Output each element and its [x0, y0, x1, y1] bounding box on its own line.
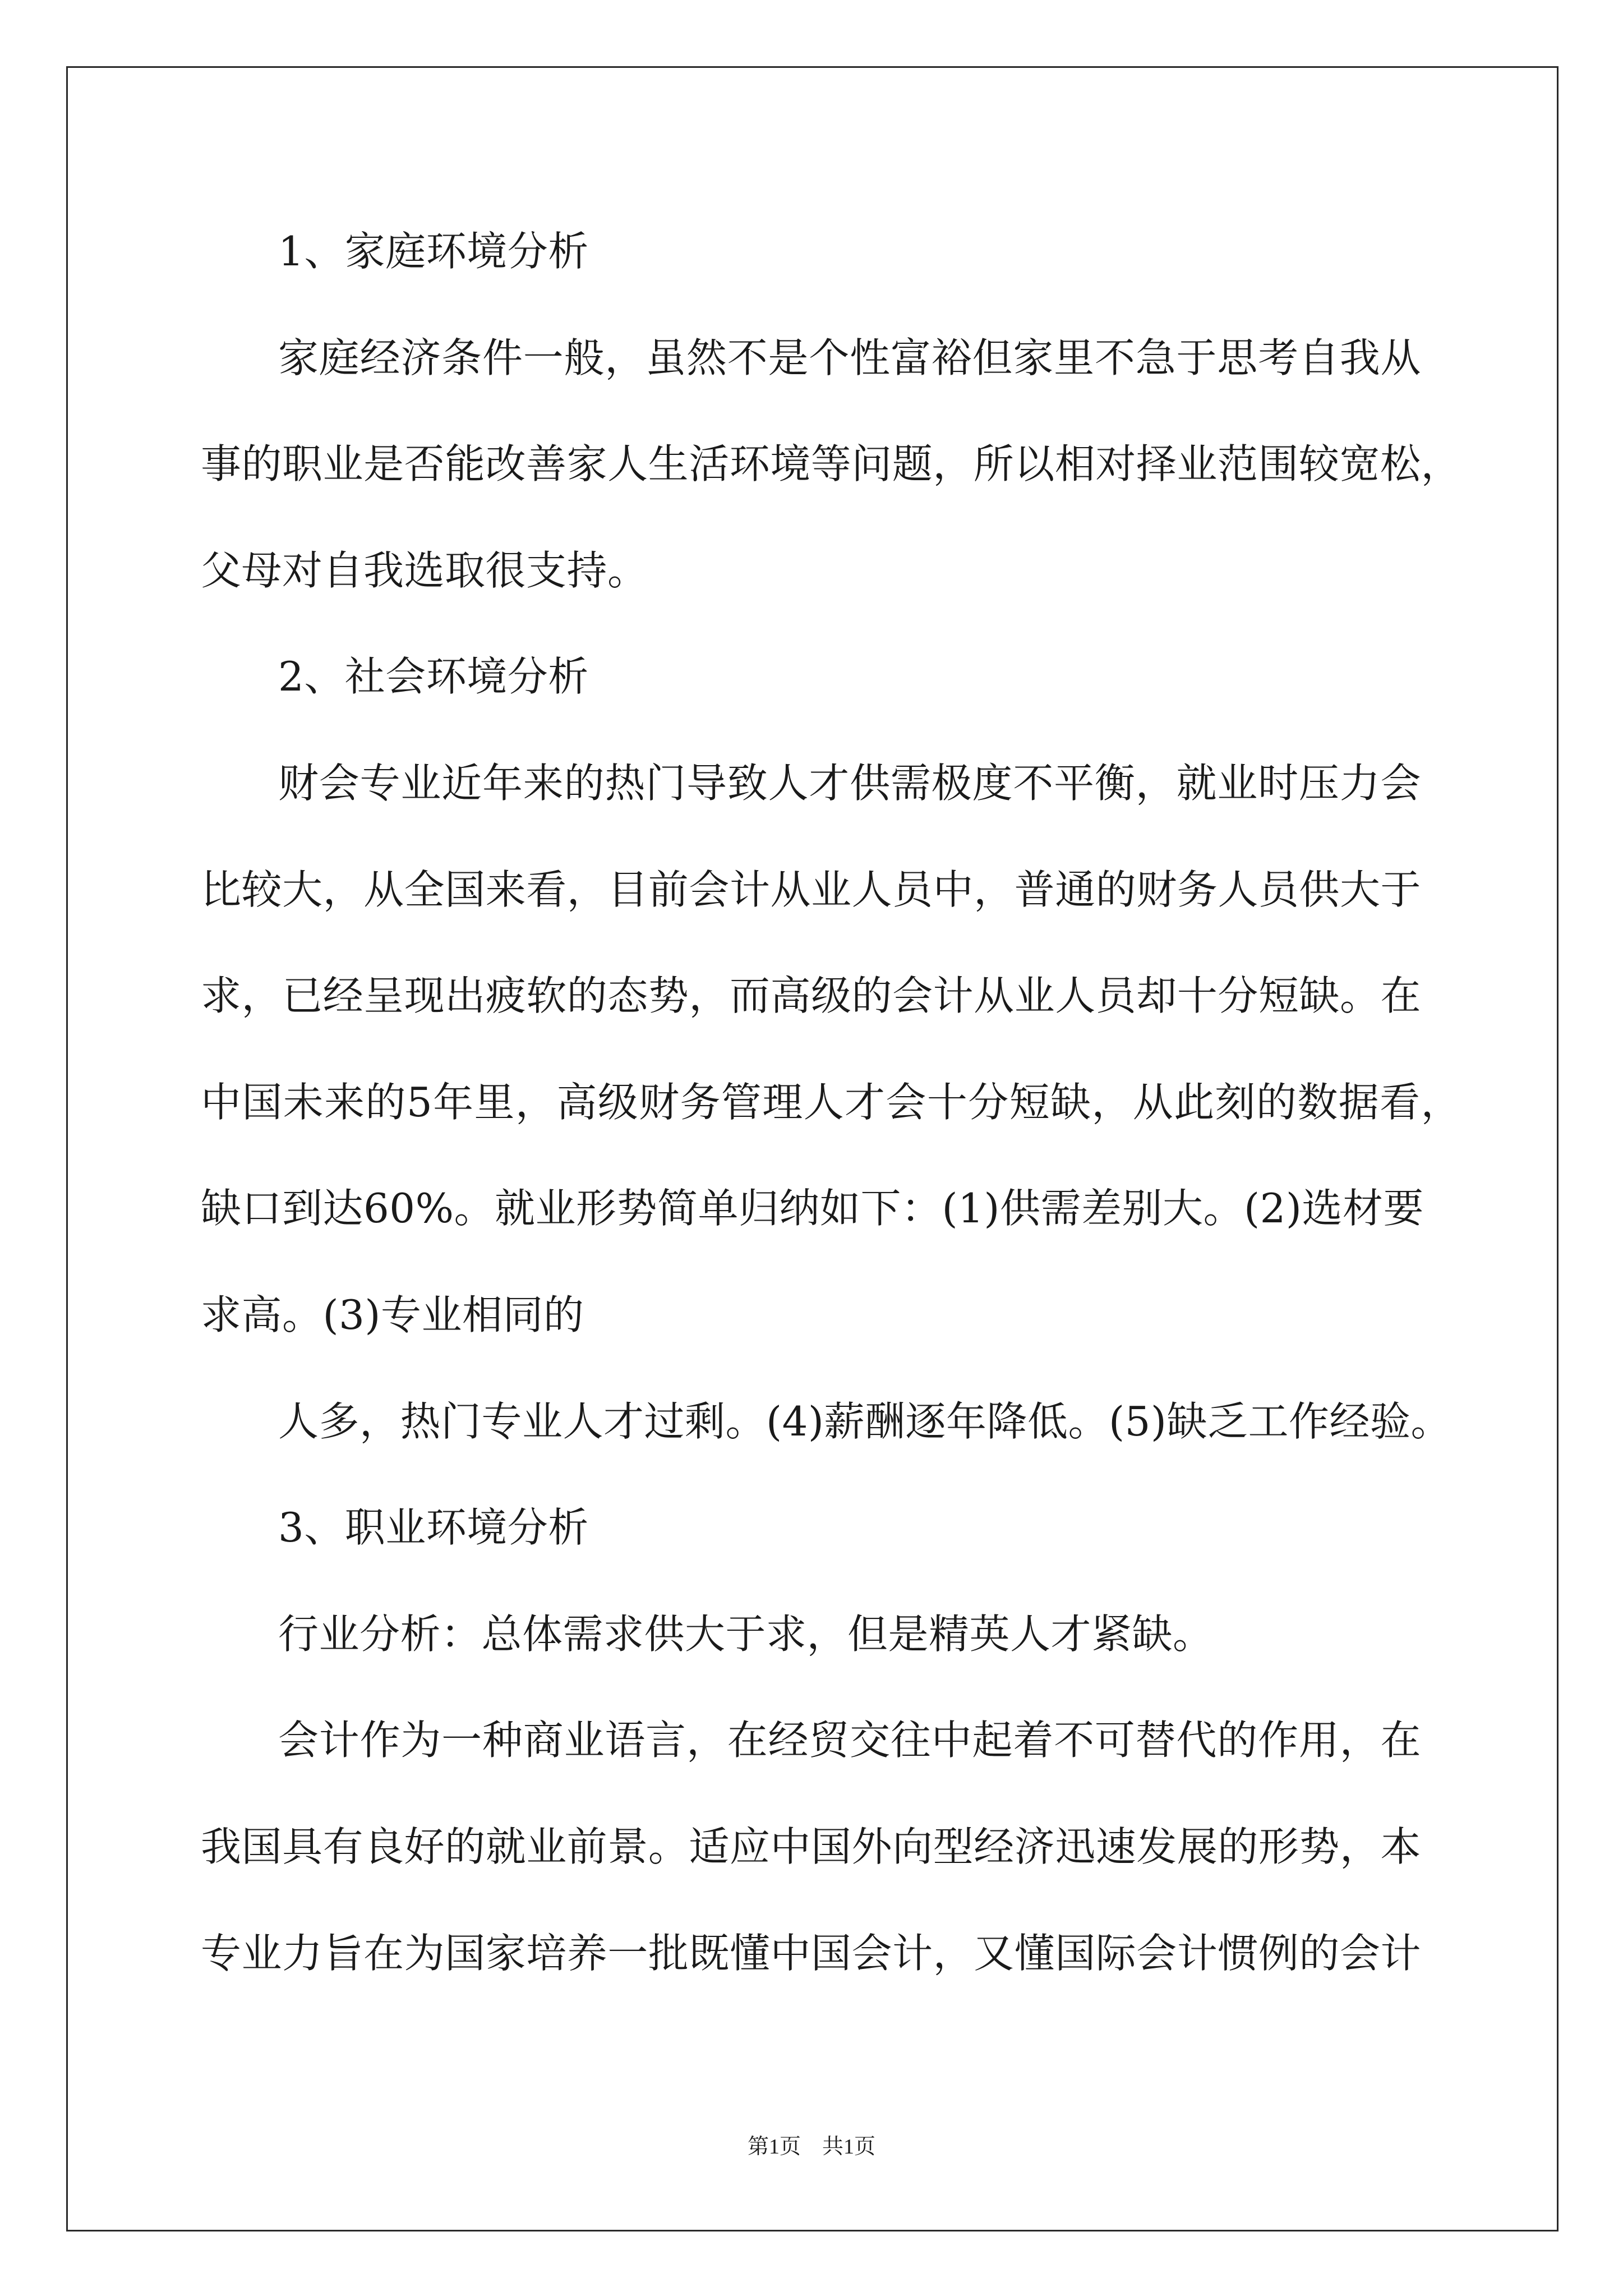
- paragraph-line: 家庭经济条件一般，虽然不是个性富裕但家里不急于思考自我从: [278, 334, 1421, 381]
- paragraph-line: 父母对自我选取很支持。: [201, 546, 648, 594]
- paragraph-line: 行业分析：总体需求供大于求，但是精英人才紧缺。: [278, 1610, 1214, 1658]
- section-heading-family-environment: 1、家庭环境分析: [278, 228, 589, 275]
- paragraph-line: 我国具有良好的就业前景。适应中国外向型经济迅速发展的形势，本: [201, 1823, 1421, 1870]
- paragraph-line: 财会专业近年来的热门导致人才供需极度不平衡，就业时压力会: [278, 759, 1421, 807]
- paragraph-line: 会计作为一种商业语言，在经贸交往中起着不可替代的作用，在: [278, 1717, 1421, 1764]
- paragraph-line: 缺口到达60%。就业形势简单归纳如下：(1)供需差别大。(2)选材要: [201, 1185, 1424, 1232]
- paragraph-line: 求高。(3)专业相同的: [201, 1291, 584, 1338]
- paragraph-line: 求，已经呈现出疲软的态势，而高级的会计从业人员却十分短缺。在: [201, 972, 1421, 1020]
- paragraph-line: 比较大，从全国来看，目前会计从业人员中，普通的财务人员供大于: [201, 866, 1421, 913]
- paragraph-line: 人多，热门专业人才过剩。(4)薪酬逐年降低。(5)缺乏工作经验。: [278, 1397, 1451, 1445]
- paragraph-line: 专业力旨在为国家培养一批既懂中国会计，又懂国际会计惯例的会计: [201, 1929, 1421, 1977]
- page-number-footer: 第1页 共1页: [747, 2135, 875, 2159]
- paragraph-line: 事的职业是否能改善家人生活环境等问题，所以相对择业范围较宽松，: [201, 440, 1461, 488]
- section-heading-social-environment: 2、社会环境分析: [278, 653, 589, 701]
- section-heading-career-environment: 3、职业环境分析: [278, 1504, 589, 1552]
- document-body: [201, 199, 1461, 2007]
- paragraph-line: 中国未来的5年里，高级财务管理人才会十分短缺，从此刻的数据看，: [201, 1078, 1461, 1126]
